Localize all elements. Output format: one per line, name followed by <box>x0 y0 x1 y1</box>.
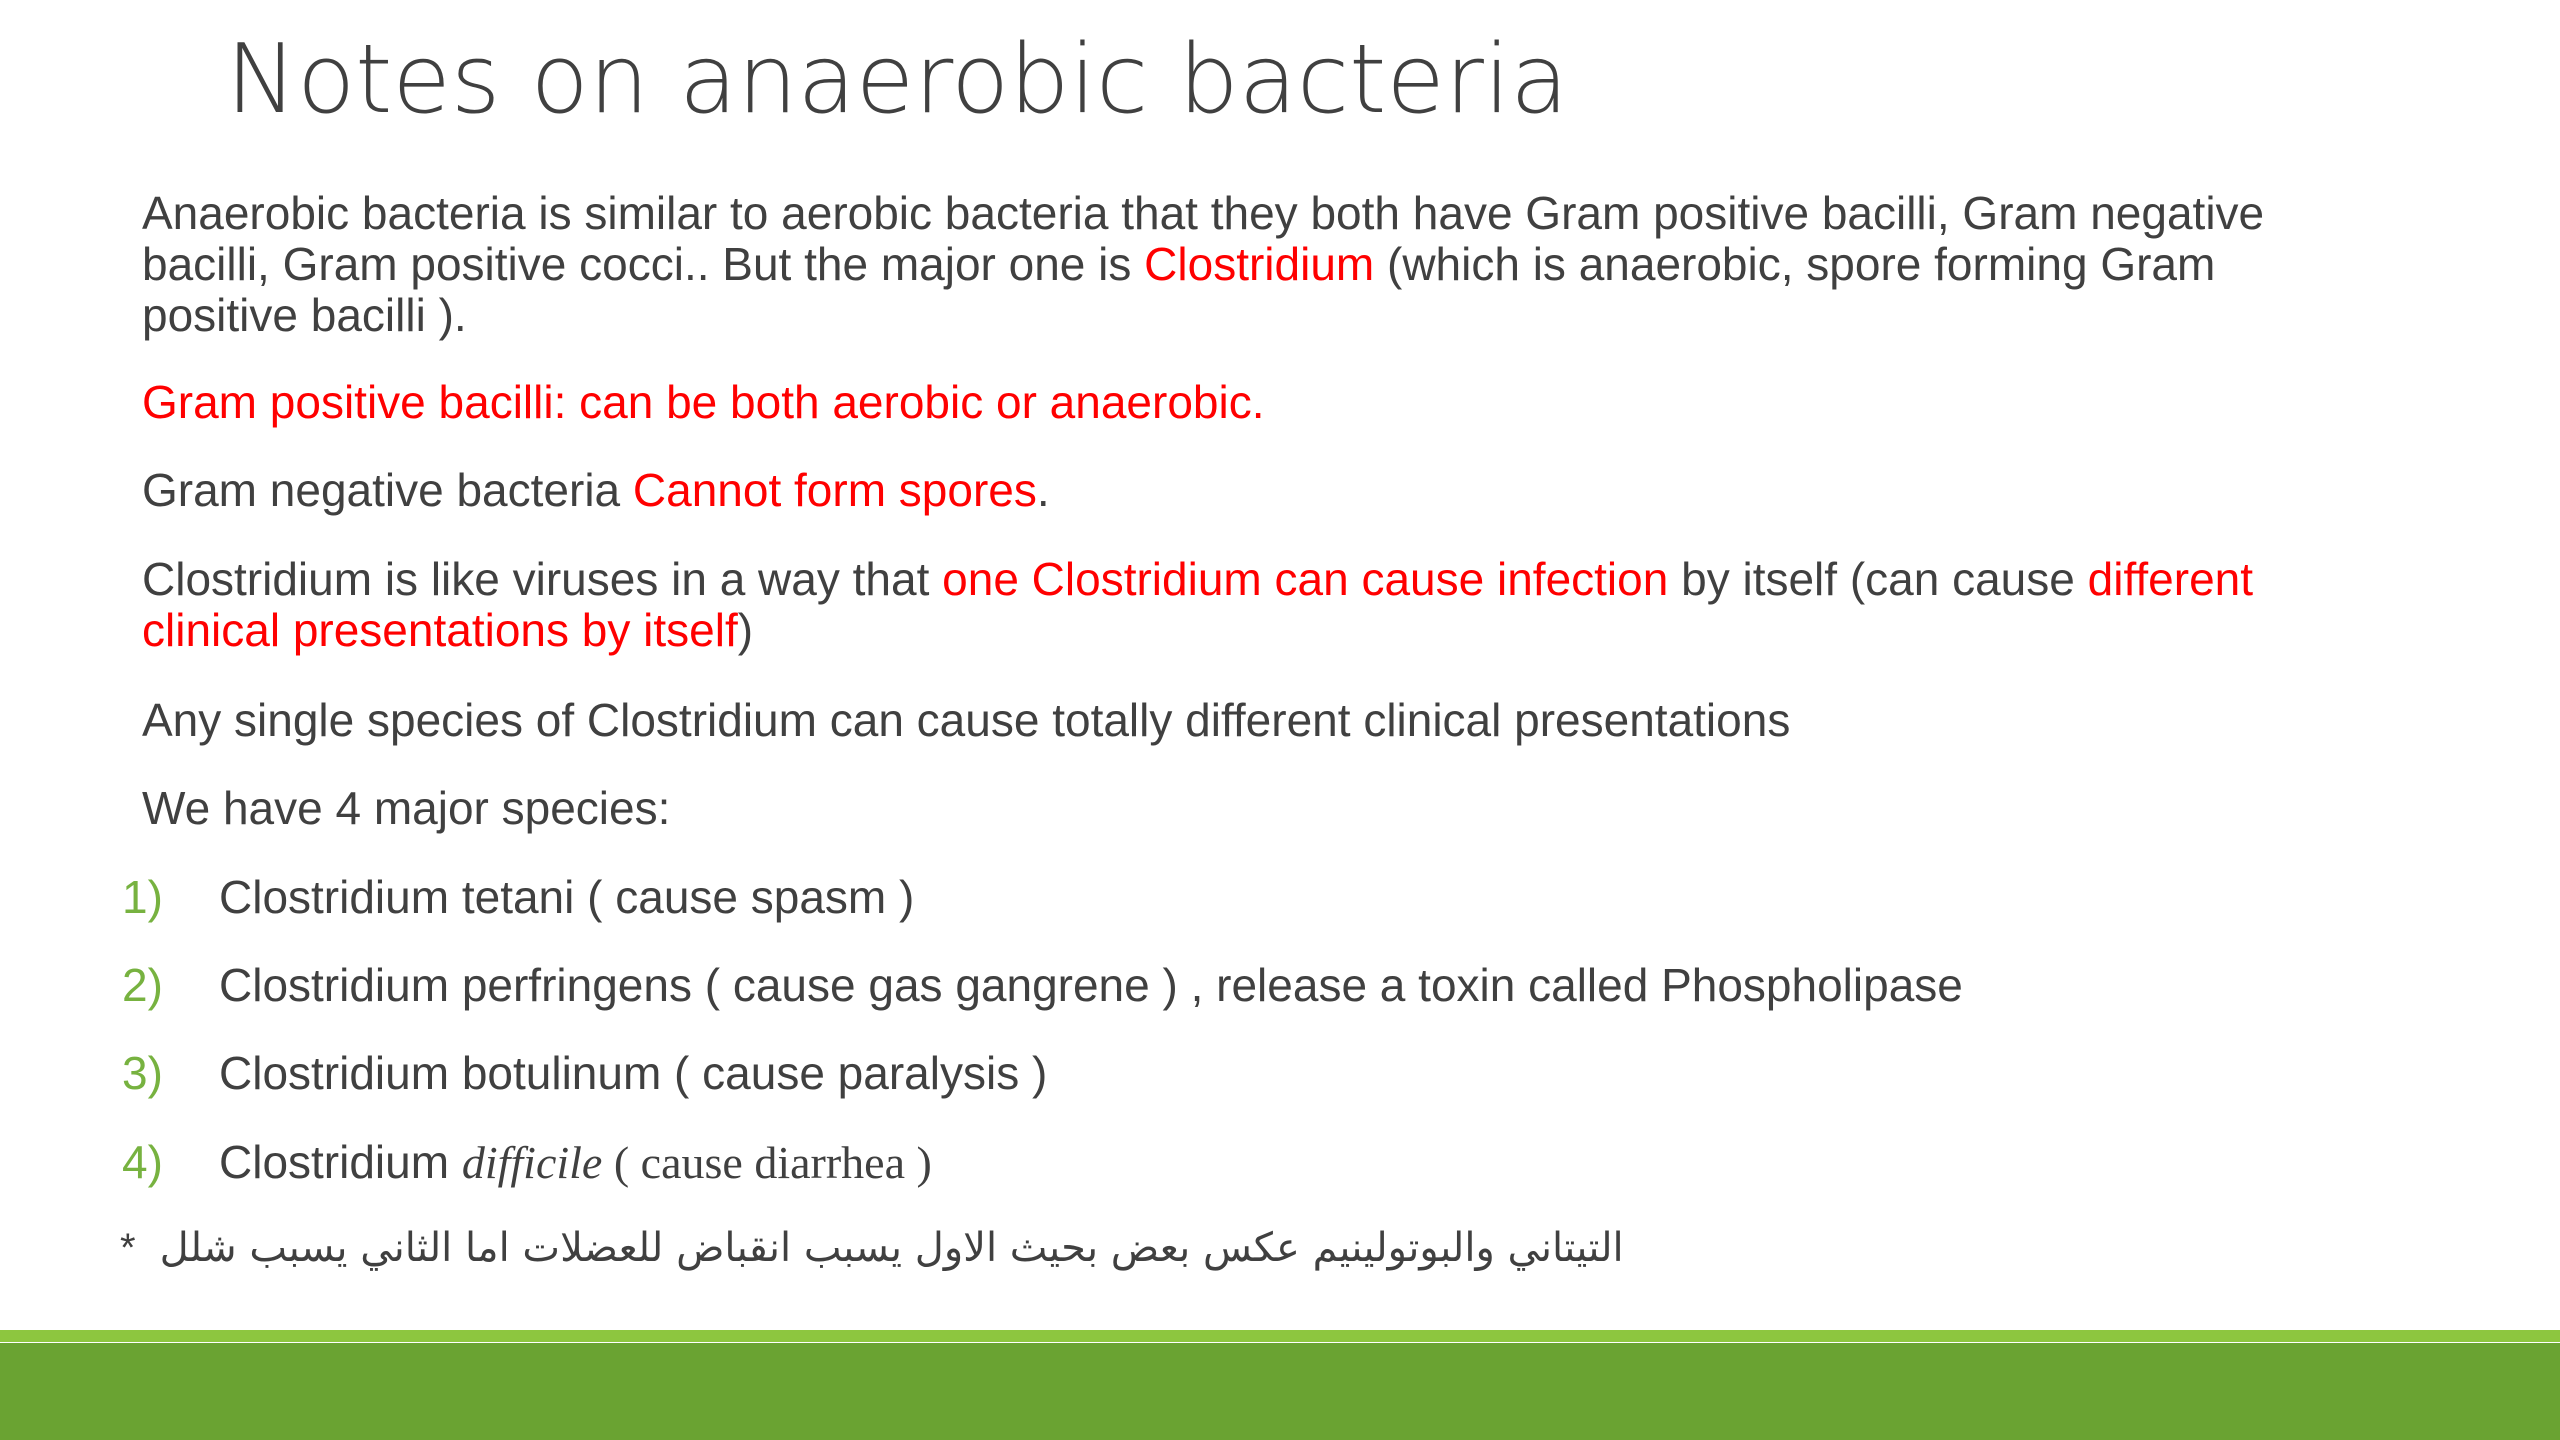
slide-title: Notes on anaerobic bacteria <box>226 25 1569 135</box>
list-item <box>219 1137 932 1188</box>
text-run: by itself (can cause <box>1668 553 2088 605</box>
text-run: ( cause diarrhea ) <box>602 1137 932 1188</box>
paragraph-single-species: Any single species of Clostridium can cause totally different clinical presentations <box>142 694 1791 746</box>
list-number: 4) <box>122 1136 163 1188</box>
paragraph-major-species: We have 4 major species: <box>142 782 671 834</box>
highlight-infection: one Clostridium can cause infection <box>942 553 1669 605</box>
text-run: Gram negative bacteria <box>142 464 633 516</box>
text-run: Clostridium is like viruses in a way that <box>142 553 943 605</box>
note-marker: * <box>120 1226 136 1270</box>
paragraph-gram-positive: Gram positive bacilli: can be both aerobic or anaerobic. <box>142 376 1265 428</box>
text-run: (which is anaerobic, spore forming Gram positive bacilli ). <box>142 238 2216 341</box>
list-number: 1) <box>122 871 163 923</box>
paragraph-gram-negative <box>142 465 2292 516</box>
arabic-note <box>120 1218 1624 1278</box>
footer-bar-light <box>0 1330 2560 1342</box>
list-item: Clostridium botulinum ( cause paralysis ) <box>219 1047 1048 1099</box>
paragraph-intro <box>142 188 2292 341</box>
text-run: Clostridium <box>219 1136 462 1188</box>
list-item: Clostridium tetani ( cause spasm ) <box>219 871 915 923</box>
highlight-cannot-form-spores: Cannot form spores <box>632 464 1037 516</box>
note-text: التيتاني والبوتولينيم عكس بعض بحيث الاول يسبب انقباض للعضلات اما الثاني يسبب شلل <box>159 1225 1624 1271</box>
highlight-presentations: different clinical presentations by itself <box>142 553 2254 656</box>
text-run: . <box>1036 464 1050 516</box>
list-number: 3) <box>122 1047 163 1099</box>
highlight-clostridium: Clostridium <box>1144 238 1375 290</box>
text-run: ) <box>737 604 754 656</box>
list-item: Clostridium perfringens ( cause gas gangrene ) , release a toxin called Phospholipase <box>219 959 1963 1011</box>
paragraph-viruses-comparison <box>142 554 2292 656</box>
footer-bar-dark <box>0 1343 2560 1440</box>
text-run: Anaerobic bacteria is similar to aerobic bacteria that they both have Gram positive bacilli, Gram negative bacilli, Gram positive cocci.. But the major one is <box>142 187 2265 290</box>
list-number: 2) <box>122 959 163 1011</box>
species-name-italic: difficile <box>461 1137 603 1188</box>
